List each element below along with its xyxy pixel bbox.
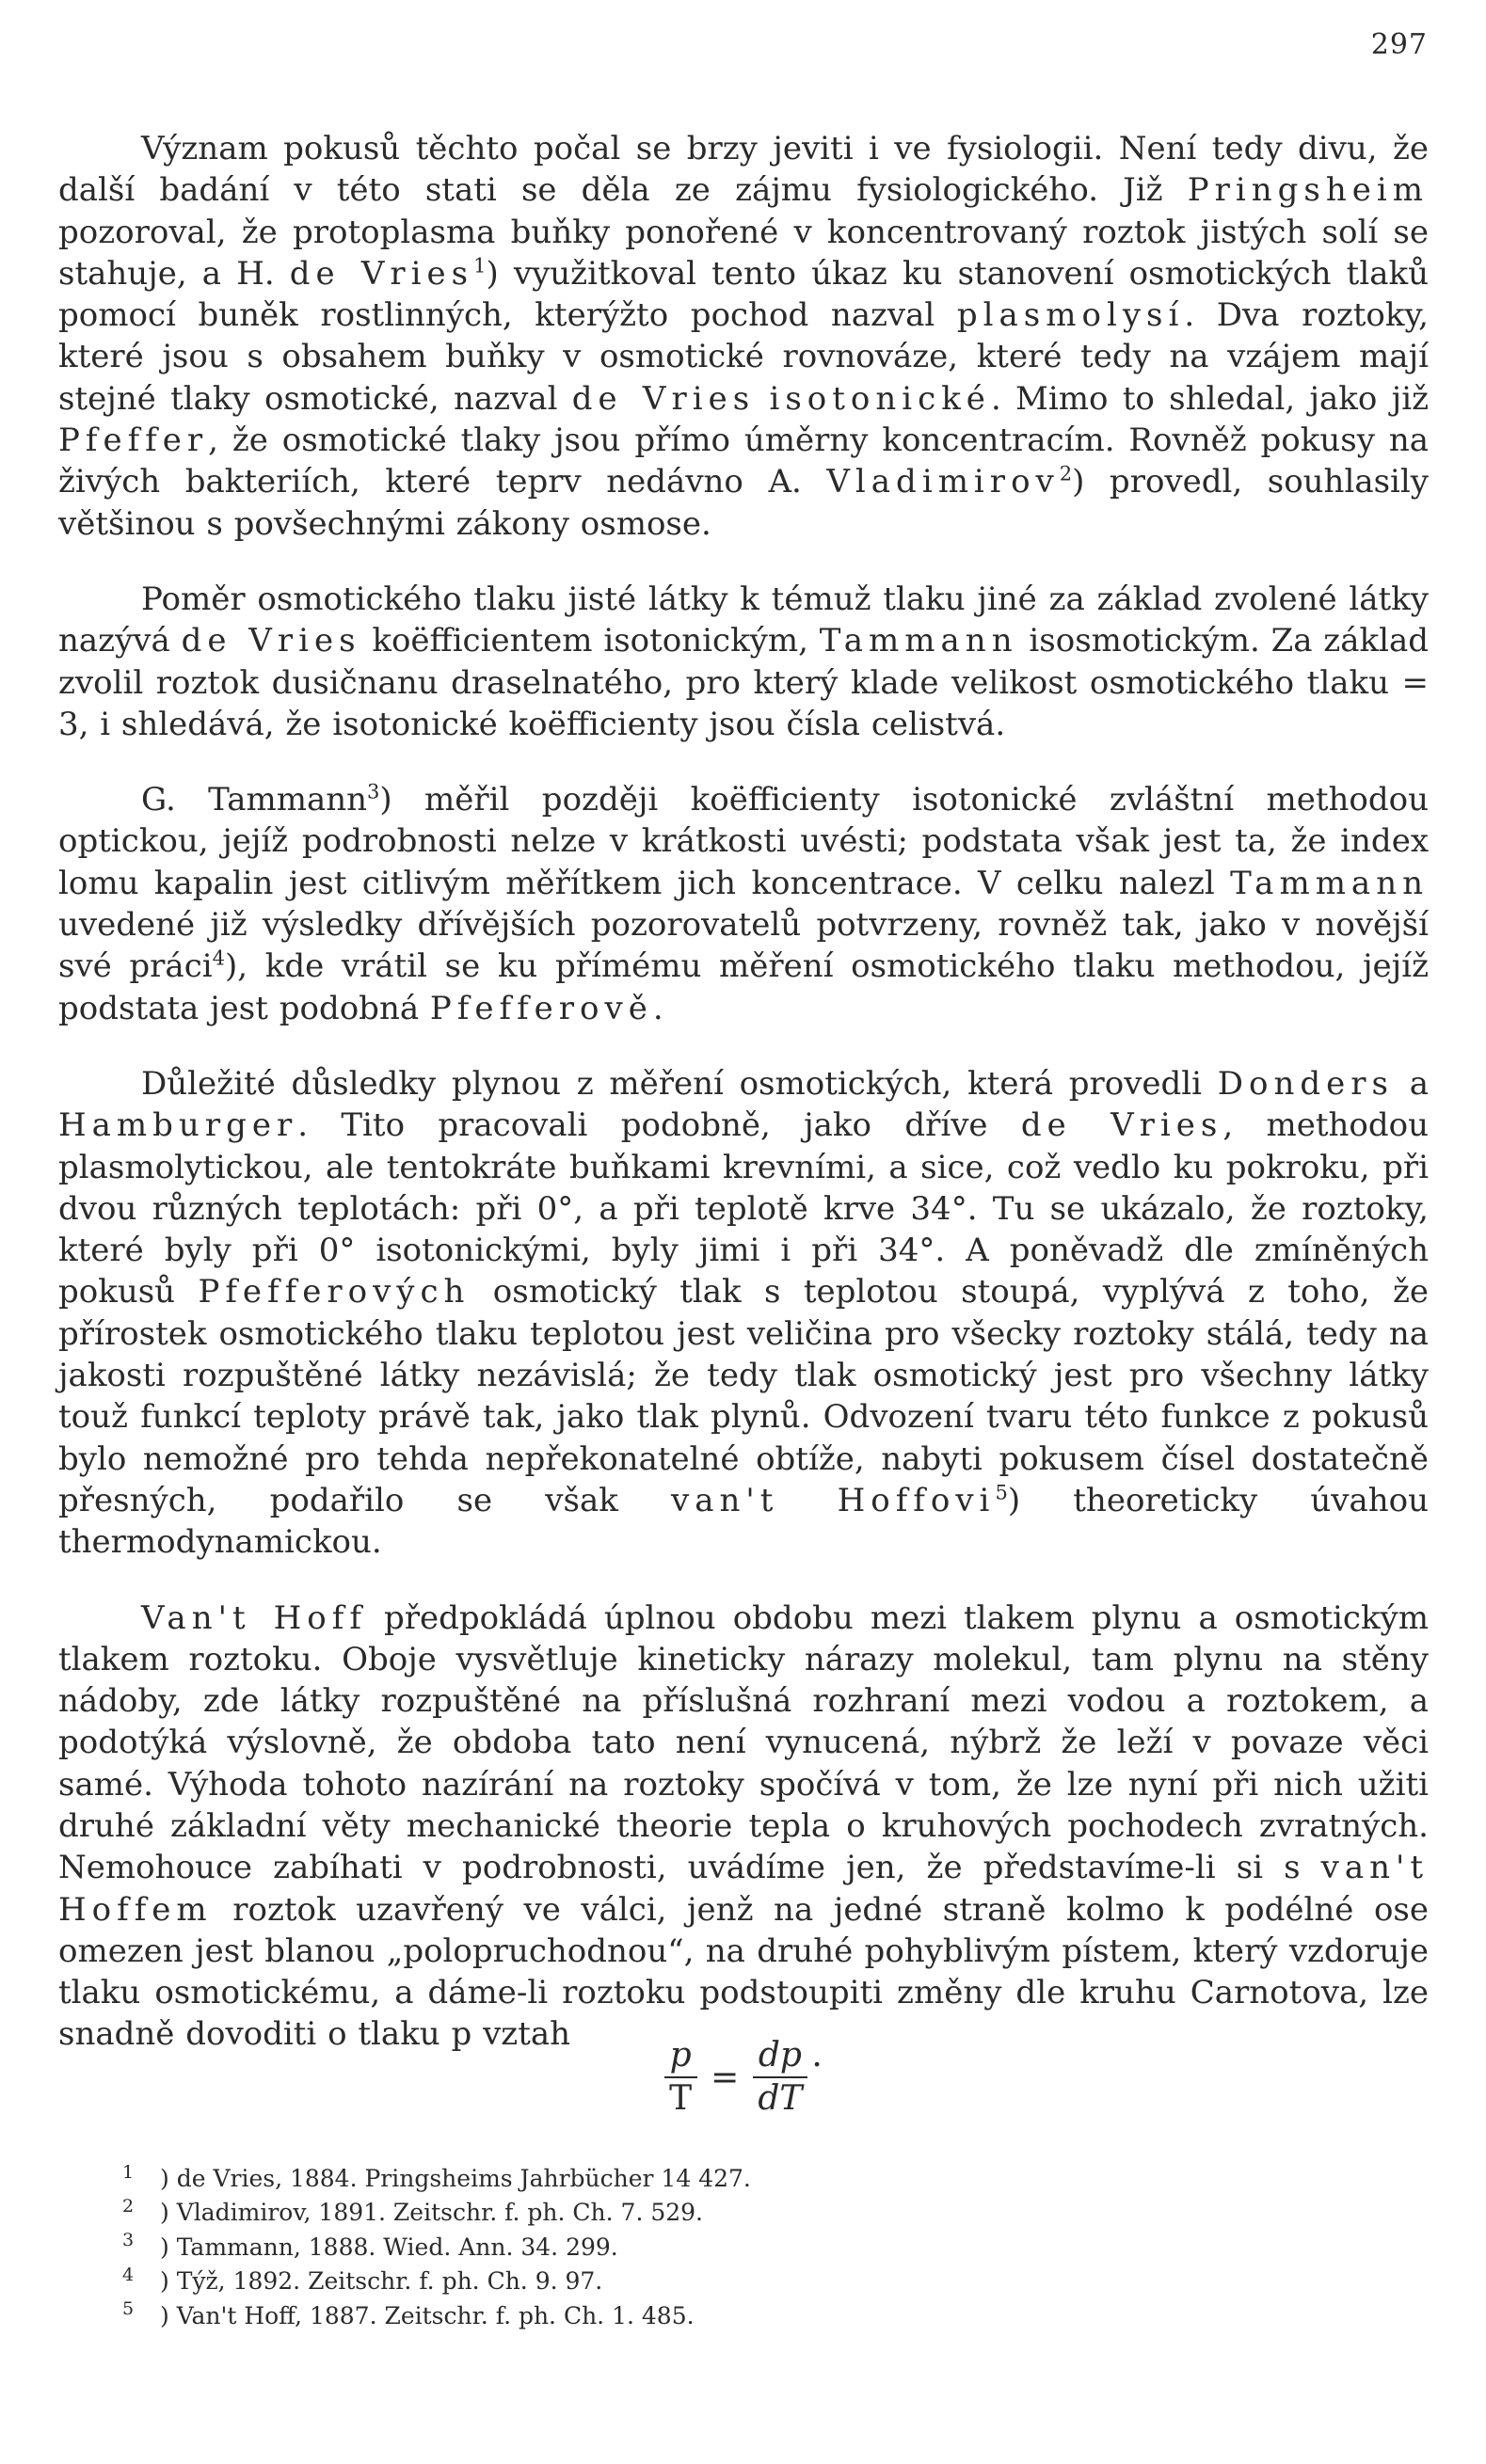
text-run: Význam pokusů těchto počal se brzy jeviti i ve fysiologii. Není tedy divu, že další badání v této stati se děla ze zájmu fysiologického. Již <box>58 130 1429 210</box>
footnote: 1 ) de Vries, 1884. Pringsheims Jahrbücher 14 427. <box>122 2161 751 2192</box>
footnote: 3 ) Tammann, 1888. Wied. Ann. 34. 299. <box>122 2230 618 2261</box>
text-run: G. Tammann <box>141 781 368 819</box>
spaced-name: de Vries <box>181 622 361 660</box>
footnote-ref: 5 <box>995 1481 1008 1504</box>
equals-sign: = <box>711 2058 740 2097</box>
footnote-text: ) de Vries, 1884. Pringsheims Jahrbücher 14 427. <box>160 2165 751 2192</box>
text-run: pozoroval, že protoplasma buňky ponořené v koncentrovaný roztok jistých solí se stahuje, a H. <box>58 213 1429 293</box>
footnote-text: ) Týž, 1892. Zeitschr. f. ph. Ch. 9. 97. <box>160 2267 603 2296</box>
spaced-name: Pfeffer <box>58 421 209 460</box>
fraction-left <box>663 2035 697 2120</box>
page-number: 297 <box>1370 28 1428 61</box>
spaced-name: van't Hoffovi <box>671 1481 996 1519</box>
spaced-name: de Vries <box>571 379 756 418</box>
footnote: 4 ) Týž, 1892. Zeitschr. f. ph. Ch. 9. 97. <box>122 2264 603 2296</box>
text-run <box>755 380 769 418</box>
text-run: , že osmotické tlaky jsou přímo úměrny koncentracím. Rovněž pokusy na živých bakteriích, které teprv nedávno A. <box>58 421 1429 501</box>
text-run: roztok uzavřený ve válci, jenž na jedné straně kolmo k podélné ose omezen jest blanou „polopruchodnou“, na druhé pohyblivým pístem, který vzdoruje tlaku osmotickému, a dáme-li roztoku podstoupiti změny dle kruhu Carnotova, lze snadně dovoditi o tlaku p vztah <box>58 1890 1429 2054</box>
footnote-ref: 3 <box>367 780 380 803</box>
text-run: ) využitkoval tento úkaz ku stanovení osmotických tlaků pomocí buněk rostlinných, kterýžto pochod nazval <box>58 254 1429 335</box>
footnote-text: ) Van't Hoff, 1887. Zeitschr. f. ph. Ch. 1. 485. <box>160 2301 695 2329</box>
spaced-name: Van't Hoff <box>141 1598 367 1637</box>
spaced-name: Pringsheim <box>1187 171 1429 210</box>
spaced-name: Vladimirov <box>826 463 1060 501</box>
footnotes <box>122 2162 1346 2333</box>
text-run: . <box>652 989 663 1027</box>
footnote-text: ) Vladimirov, 1891. Zeitschr. f. ph. Ch. 7. 529. <box>160 2199 704 2227</box>
text-run: ) měřil později koëfficienty isotonické zvláštní methodou optickou, jejíž podrobnosti nelze v krátkosti uvésti; podstata však jest ta, že index lomu kapalin jest citlivým měřítkem jich koncentrace. V celku nalezl <box>58 781 1429 902</box>
spaced-name: de Vries <box>1020 1106 1223 1145</box>
paragraph-4 <box>58 1063 1429 1564</box>
fraction-left-denominator: T <box>669 2079 693 2118</box>
spaced-name: Donders <box>1217 1064 1394 1103</box>
spaced-name: Pfefferových <box>198 1273 471 1311</box>
spaced-name: isotonické <box>769 379 991 418</box>
text-run: Důležité důsledky plynou z měření osmotických, která provedli <box>141 1064 1218 1103</box>
spaced-name: de Vries <box>289 254 474 293</box>
paragraph-1 <box>58 128 1429 545</box>
formula-period: . <box>811 2036 823 2075</box>
fraction-right-numerator: dp <box>753 2035 807 2078</box>
formula <box>0 2030 1486 2124</box>
footnote: 2 ) Vladimirov, 1891. Zeitschr. f. ph. Ch. 7. 529. <box>122 2196 704 2227</box>
text-run: předpokládá úplnou obdobu mezi tlakem plynu a osmotickým tlakem roztoku. Oboje vysvětluje kineticky nárazy molekul, tam plynu na stěny nádoby, zde látky rozpuštěné na příslušná rozhraní mezi vodou a roztokem, a podotýká výslovně, že obdoba tato není vynucená, nýbrž že leží v povaze věci samé. Výhoda tohoto nazírání na roztoky spočívá v tom, že lze nyní při nich užiti druhé základní věty mechanické theorie tepla o kruhových pochodech zvratných. Nemohouce zabíhati v podrobnosti, uvádíme jen, že představíme-li si s <box>58 1598 1429 1887</box>
text-run: koëfficientem isotonickým, <box>360 622 820 660</box>
text-run: . Tito pracovali podobně, jako dříve <box>297 1106 1021 1145</box>
footnote-ref: 1 <box>473 254 487 278</box>
spaced-name: plasmolysí <box>956 296 1185 335</box>
fraction-right-denominator: dT <box>758 2079 803 2118</box>
paragraph-3 <box>58 779 1429 1029</box>
body-text <box>58 128 1429 2090</box>
fraction-left-numerator: p <box>664 2035 697 2078</box>
spaced-name: Tammann <box>819 622 1018 660</box>
text-run: , methodou plasmolytickou, ale tentokráte buňkami krevními, a sice, což vedlo ku pokroku, při dvou různých teplotách: při 0°, a při teplotě krve 34°. Tu se ukázalo, že roztoky, které byly při 0° isotonickými, byly jimi i při 34°. A poněvadž dle zmíněných pokusů <box>58 1106 1430 1311</box>
text-run: ), kde vrátil se ku přímému měření osmotického tlaku methodou, jejíž podstata jest podobná <box>58 947 1429 1027</box>
text-run: . Dva roztoky, které jsou s obsahem buňky v osmotické rovnováze, které tedy na vzájem mají stejné tlaky osmotické, nazval <box>58 296 1429 418</box>
footnote-text: ) Tammann, 1888. Wied. Ann. 34. 299. <box>160 2233 618 2261</box>
fraction-right <box>752 2035 807 2120</box>
text-run: . Mimo to shledal, jako již <box>990 379 1429 418</box>
footnote-ref: 4 <box>212 947 225 971</box>
text-run: ) theoreticky úvahou thermodynamickou. <box>58 1481 1429 1562</box>
text-run: isosmotickým. Za základ zvolil roztok dusičnanu draselnatého, pro který klade velikost osmotického tlaku = 3, i shledává, že isotonické koëfficienty jsou čísla celistvá. <box>58 622 1429 743</box>
text-run: Poměr osmotického tlaku jisté látky k témuž tlaku jiné za základ zvolené látky nazývá <box>58 580 1429 660</box>
paragraph-5 <box>58 1598 1429 2056</box>
text-run: a <box>1394 1064 1429 1103</box>
text-run: osmotický tlak s teplotou stoupá, vyplývá z toho, že přírostek osmotického tlaku teplotou jest veličina pro všecky roztoky stálá, tedy na jakosti rozpuštěné látky nezávislá; že tedy tlak osmotický jest pro všechny látky touž funkcí teploty právě tak, jako tlak plynů. Odvození tvaru této funkce z pokusů bylo nemožné pro tehda nepřekonatelné obtíže, nabyti pokusem čísel dostatečně přesných, podařilo se však <box>58 1273 1429 1519</box>
footnote-ref: 2 <box>1059 463 1073 486</box>
text-run: ) provedl, souhlasily většinou s povšechnými zákony osmose. <box>58 463 1430 543</box>
spaced-name: Hamburger <box>58 1106 298 1145</box>
spaced-name: Pfefferově <box>429 989 653 1027</box>
text-run: uvedené již výsledky dřívějších pozorovatelů potvrzeny, rovněž tak, jako v novější své práci <box>58 906 1429 986</box>
footnote: 5 ) Van't Hoff, 1887. Zeitschr. f. ph. Ch. 1. 485. <box>122 2298 695 2329</box>
spaced-name: van't Hoffem <box>58 1849 1429 1929</box>
paragraph-2 <box>58 579 1429 745</box>
spaced-name: Tammann <box>1230 864 1429 902</box>
